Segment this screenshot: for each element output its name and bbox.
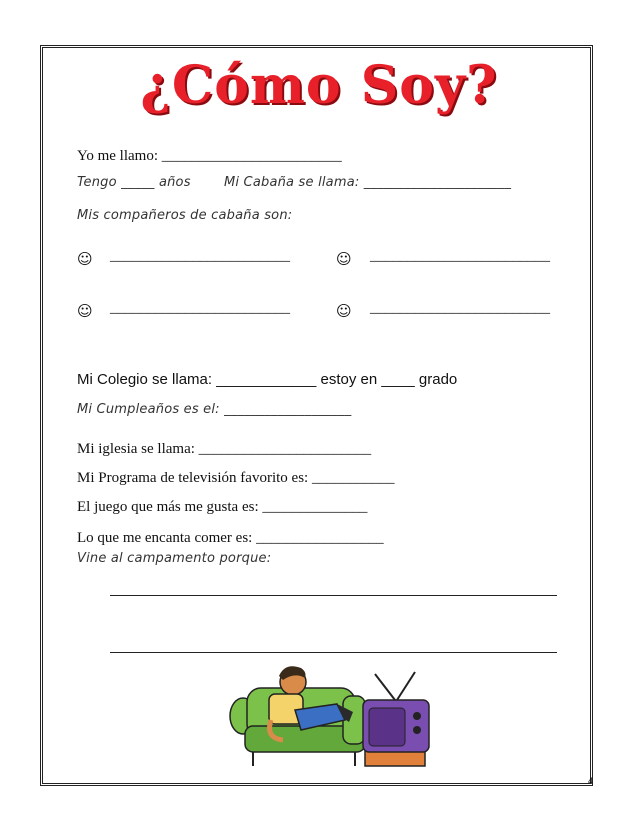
cabin-line: Mi Cabaña se llama: ______________________: [224, 175, 512, 190]
church-line: Mi iglesia se llama: _______________________: [77, 441, 372, 457]
why-label: Vine al campamento porque:: [77, 551, 272, 566]
mate-blank-4: ________________________: [370, 300, 550, 316]
cabin-mates-label: Mis compañeros de cabaña son:: [77, 208, 293, 223]
smiley-icon: ☺: [336, 250, 352, 268]
smiley-icon: ☺: [77, 302, 93, 320]
couch-tv-illustration: [225, 660, 435, 772]
answer-line-2: [110, 652, 557, 653]
game-line: El juego que más me gusta es: ______________: [77, 499, 368, 515]
page-number: 4: [588, 776, 594, 786]
age-line: Tengo _____ años: [77, 175, 191, 190]
name-line: Yo me llamo: ________________________: [77, 148, 342, 164]
page-title: ¿Cómo Soy?: [140, 55, 498, 116]
answer-line-1: [110, 595, 557, 596]
school-line: Mi Colegio se llama: ____________ estoy en ____ grado: [77, 371, 458, 388]
food-line: Lo que me encanta comer es: _________________: [77, 530, 384, 546]
birthday-line: Mi Cumpleaños es el: ___________________: [77, 402, 352, 417]
smiley-icon: ☺: [77, 250, 93, 268]
tv-line: Mi Programa de televisión favorito es: ___________: [77, 470, 395, 486]
mate-blank-1: ________________________: [110, 248, 290, 264]
smiley-icon: ☺: [336, 302, 352, 320]
mate-blank-2: ________________________: [370, 248, 550, 264]
mate-blank-3: ________________________: [110, 300, 290, 316]
